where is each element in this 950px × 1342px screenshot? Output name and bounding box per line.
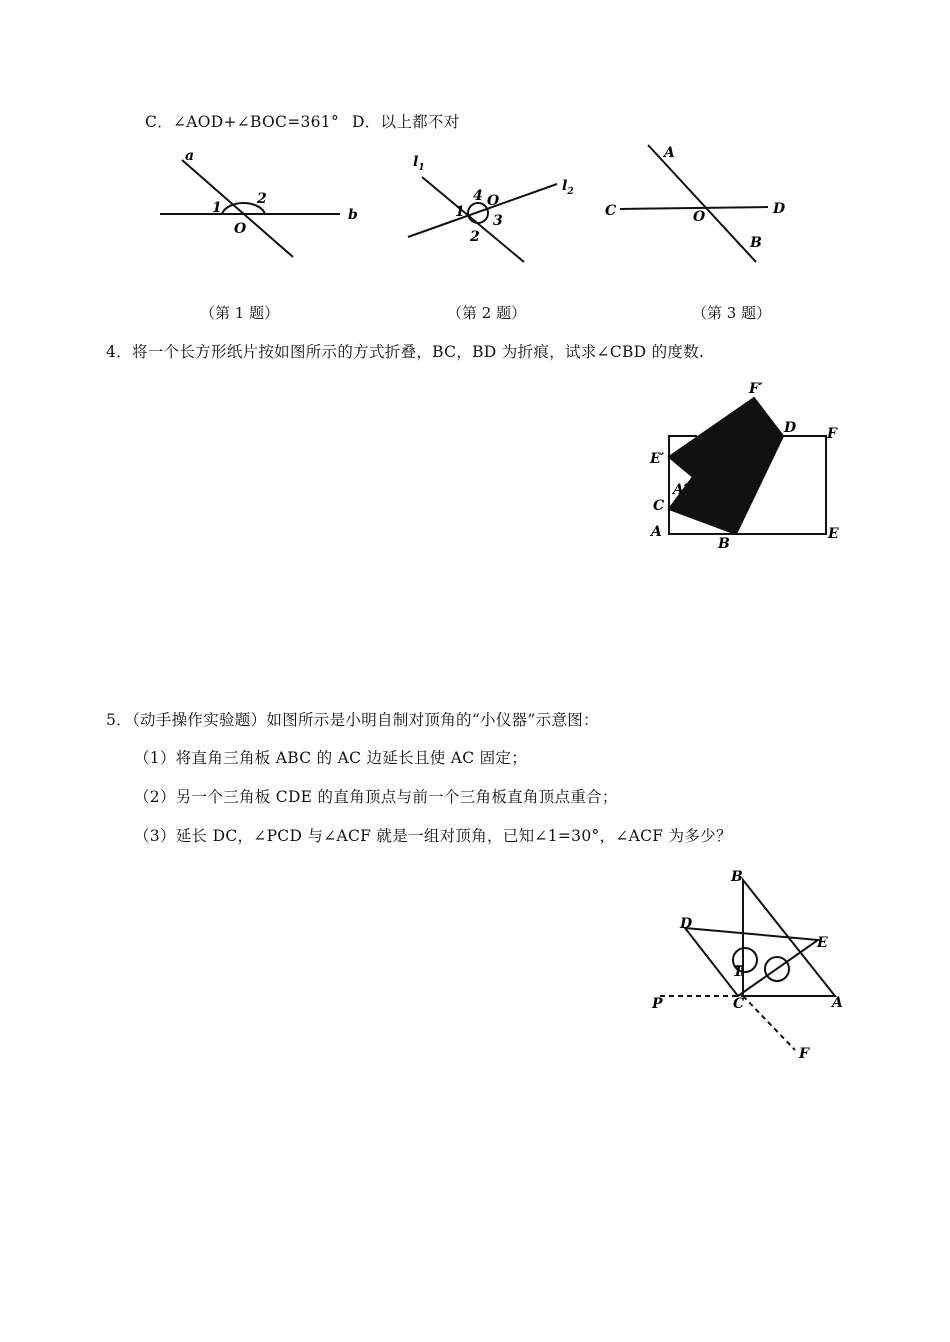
q4-label-d: D bbox=[784, 420, 797, 436]
q4-label-aprime: A′ bbox=[673, 482, 688, 498]
figure-q4 bbox=[669, 398, 826, 534]
q5-label-e: E bbox=[817, 935, 828, 951]
q5-label-1: 1 bbox=[733, 964, 743, 980]
q4-label-c: C bbox=[653, 498, 665, 514]
question-4-text: 4．将一个长方形纸片按如图所示的方式折叠，BC，BD 为折痕，试求∠CBD 的度数. bbox=[106, 343, 705, 361]
fig2-label-2: 2 bbox=[470, 229, 480, 245]
fig3-label-a: A bbox=[664, 145, 675, 161]
question-5-step-3: （3）延长 DC，∠PCD 与∠ACF 就是一组对顶角，已知∠1=30°，∠ACF 为多少？ bbox=[134, 827, 732, 845]
q5-label-d: D bbox=[680, 916, 693, 932]
fig1-label-o: O bbox=[234, 221, 247, 237]
fig3-label-c: C bbox=[605, 203, 617, 219]
question-5-step-1: （1）将直角三角板 ABC 的 AC 边延长且使 AC 固定； bbox=[134, 749, 528, 767]
q5-label-a: A bbox=[832, 995, 843, 1011]
q4-label-eprime: E′ bbox=[650, 451, 665, 467]
fig3-label-d: D bbox=[773, 201, 786, 217]
q5-label-c: C bbox=[733, 996, 745, 1012]
fig1-label-b: b bbox=[348, 207, 358, 223]
question-5-step-2: （2）另一个三角板 CDE 的直角顶点与前一个三角板直角顶点重合； bbox=[134, 788, 618, 806]
q5-label-p: P bbox=[652, 996, 663, 1012]
question-5-text: 5．（动手操作实验题）如图所示是小明自制对顶角的“小仪器”示意图： bbox=[106, 711, 599, 729]
q5-label-b: B bbox=[731, 869, 743, 885]
fig2-label-1: 1 bbox=[455, 204, 465, 220]
q4-label-fprime: F′ bbox=[749, 381, 763, 397]
fig2-label-3: 3 bbox=[493, 213, 503, 229]
fig1-label-1: 1 bbox=[212, 200, 222, 216]
q4-label-b: B bbox=[718, 536, 730, 552]
figure-3-lines bbox=[620, 145, 768, 262]
fig2-label-4: 4 bbox=[473, 188, 483, 204]
q4-label-f: F bbox=[827, 426, 837, 442]
figure-q5 bbox=[660, 880, 835, 1050]
q5-label-f: F bbox=[799, 1046, 809, 1062]
q4-label-e: E bbox=[828, 526, 839, 542]
caption-fig3: （第 3 题） bbox=[692, 304, 772, 322]
option-d: D．以上都不对 bbox=[352, 113, 460, 131]
caption-fig1: （第 1 题） bbox=[200, 304, 280, 322]
fig1-label-2: 2 bbox=[257, 191, 267, 207]
fig1-label-a: a bbox=[185, 148, 195, 164]
fig3-label-o: O bbox=[693, 209, 706, 225]
fig2-label-l2: $l_2$ bbox=[562, 178, 574, 197]
fig3-label-b: B bbox=[750, 235, 762, 251]
q4-label-a: A bbox=[651, 524, 662, 540]
figure-1-lines bbox=[160, 160, 340, 257]
fig2-label-l1: $l_1$ bbox=[413, 154, 425, 173]
caption-fig2: （第 2 题） bbox=[447, 304, 527, 322]
fig2-label-o: O bbox=[487, 193, 500, 209]
option-c: C．∠AOD+∠BOC=361° bbox=[145, 113, 340, 131]
